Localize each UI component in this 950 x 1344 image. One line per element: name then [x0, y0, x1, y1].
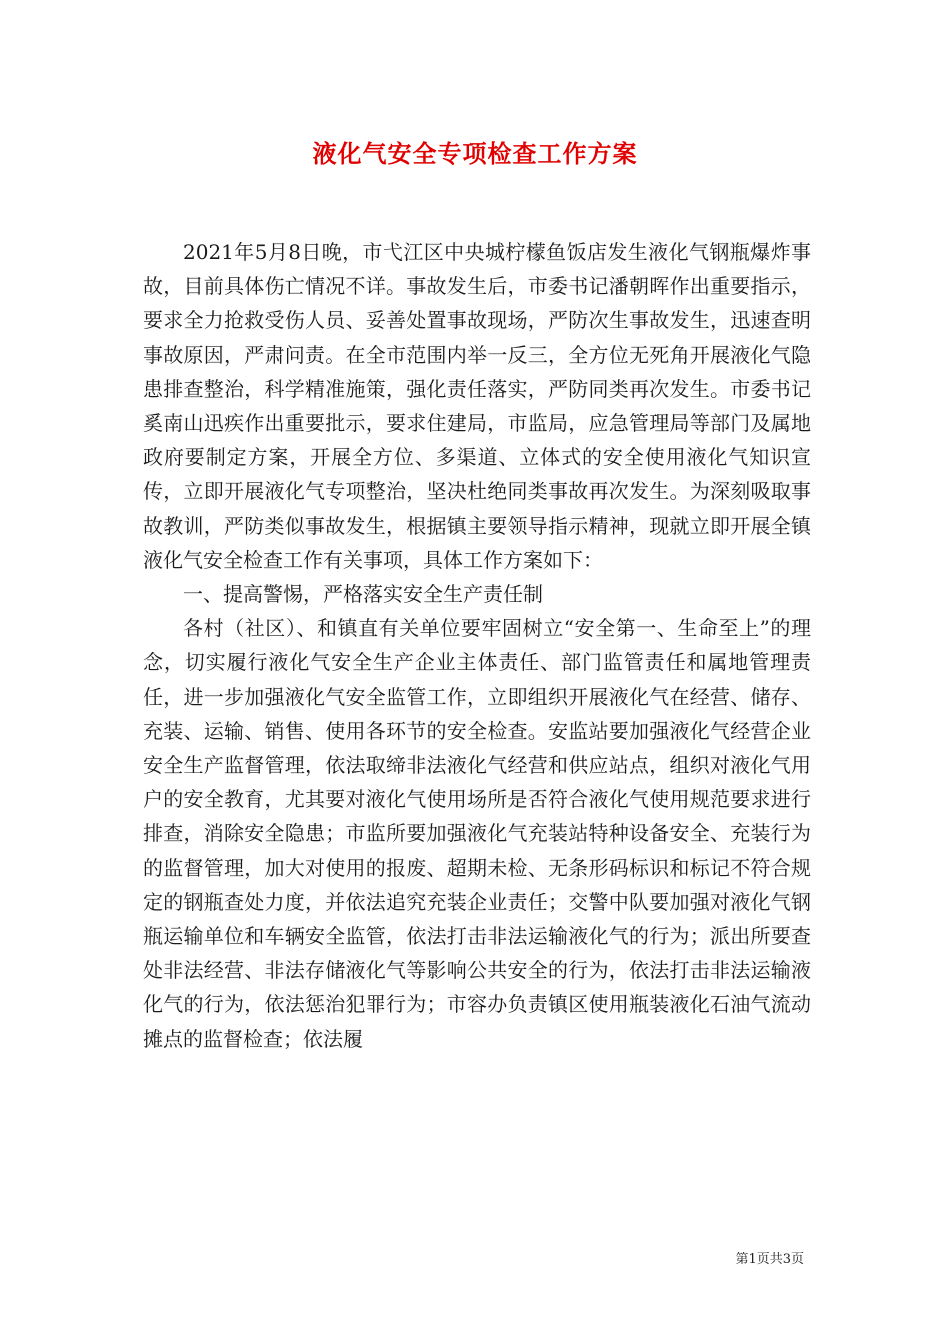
paragraph-intro: 2021年5月8日晚，市弋江区中央城柠檬鱼饭店发生液化气钢瓶爆炸事故，目前具体伤亡情况不详。事故发生后，市委书记潘朝晖作出重要指示，要求全力抢救受伤人员、妥善处置事故现场，严防次生事故发生，迅速查明事故原因，严肃问责。在全市范围内举一反三，全方位无死角开展液化气隐患排查整治，科学精准施策，强化责任落实，严防同类再次发生。市委书记奚南山迅疾作出重要批示，要求住建局，市监局，应急管理局等部门及属地政府要制定方案，开展全方位、多渠道、立体式的安全使用液化气知识宣传，立即开展液化气专项整治，坚决杜绝同类事故再次发生。为深刻吸取事故教训，严防类似事故发生，根据镇主要领导指示精神，现就立即开展全镇液化气安全检查工作有关事项，具体工作方案如下： — [143, 240, 811, 572]
page-number-footer: 第1页共3页 — [735, 1252, 804, 1267]
section-heading-1: 一、提高警惕，严格落实安全生产责任制 — [183, 582, 543, 607]
paragraph-section-1: 各村（社区）、和镇直有关单位要牢固树立“安全第一、生命至上”的理念，切实履行液化气安全生产企业主体责任、部门监管责任和属地管理责任，进一步加强液化气安全监管工作，立即组织开展液化气在经营、储存、充装、运输、销售、使用各环节的安全检查。安监站要加强液化气经营企业安全生产监督管理，依法取缔非法液化气经营和供应站点，组织对液化气用户的安全教育，尤其要对液化气使用场所是否符合液化气使用规范要求进行排查，消除安全隐患；市监所要加强液化气充装站特种设备安全、充装行为的监督管理，加大对使用的报废、超期未检、无条形码标识和标记不符合规定的钢瓶查处力度，并依法追究充装企业责任；交警中队要加强对液化气钢瓶运输单位和车辆安全监管，依法打击非法运输液化气的行为；派出所要查处非法经营、非法存储液化气等影响公共安全的行为，依法打击非法运输液化气的行为，依法惩治犯罪行为；市容办负责镇区使用瓶装液化石油气流动摊点的监督检查；依法履 — [143, 616, 811, 1051]
document-body — [143, 235, 811, 1056]
document-title: 液化气安全专项检查工作方案 — [312, 139, 638, 168]
